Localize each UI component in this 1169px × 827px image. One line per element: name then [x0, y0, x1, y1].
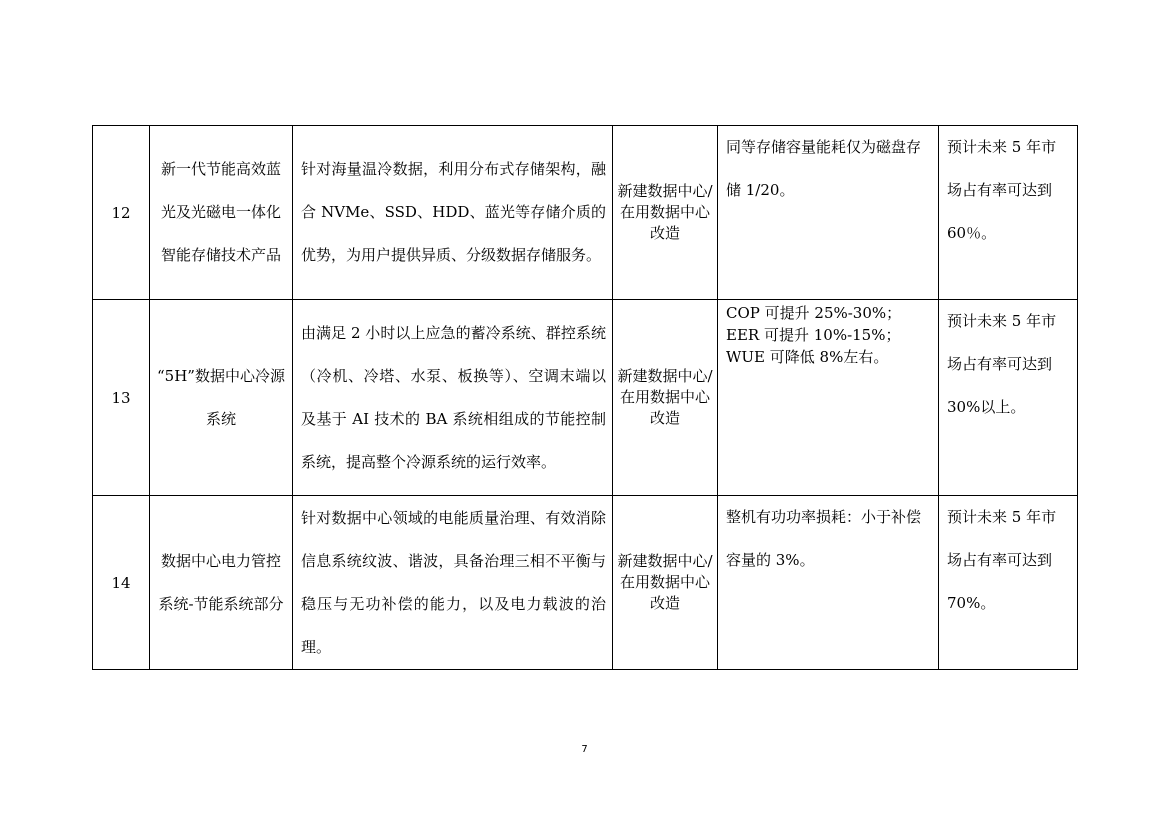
- market-share-forecast: 预计未来 5 年市场占有率可达到 70%。: [939, 496, 1078, 670]
- row-number: 14: [93, 496, 150, 670]
- row-number: 13: [93, 300, 150, 496]
- table-row: [93, 126, 1078, 300]
- application-scene: 新建数据中心/在用数据中心改造: [613, 126, 718, 300]
- technology-name: “5H”数据中心冷源系统: [150, 300, 293, 496]
- table-row: [93, 496, 1078, 670]
- technology-name: 新一代节能高效蓝光及光磁电一体化智能存储技术产品: [150, 126, 293, 300]
- application-scene: 新建数据中心/在用数据中心改造: [613, 300, 718, 496]
- application-scene: 新建数据中心/在用数据中心改造: [613, 496, 718, 670]
- energy-saving-effect: 整机有功功率损耗：小于补偿容量的 3%。: [718, 496, 939, 670]
- energy-saving-effect: COP 可提升 25%-30%；EER 可提升 10%-15%；WUE 可降低 8%左右。: [718, 300, 939, 496]
- technology-table: [92, 125, 1078, 670]
- technology-description: 针对海量温冷数据，利用分布式存储架构，融合 NVMe、SSD、HDD、蓝光等存储介质的优势，为用户提供异质、分级数据存储服务。: [293, 126, 613, 300]
- page-number: 7: [581, 744, 588, 755]
- technology-description: 由满足 2 小时以上应急的蓄冷系统、群控系统（冷机、冷塔、水泵、板换等）、空调末端以及基于 AI 技术的 BA 系统相组成的节能控制系统，提高整个冷源系统的运行效率。: [293, 300, 613, 496]
- table-row: [93, 300, 1078, 496]
- technology-name: 数据中心电力管控系统-节能系统部分: [150, 496, 293, 670]
- technology-description: 针对数据中心领域的电能质量治理、有效消除信息系统纹波、谐波，具备治理三相不平衡与稳压与无功补偿的能力，以及电力载波的治理。: [293, 496, 613, 670]
- energy-saving-effect: 同等存储容量能耗仅为磁盘存储 1/20。: [718, 126, 939, 300]
- market-share-forecast: 预计未来 5 年市场占有率可达到 60％。: [939, 126, 1078, 300]
- market-share-forecast: 预计未来 5 年市场占有率可达到 30%以上。: [939, 300, 1078, 496]
- row-number: 12: [93, 126, 150, 300]
